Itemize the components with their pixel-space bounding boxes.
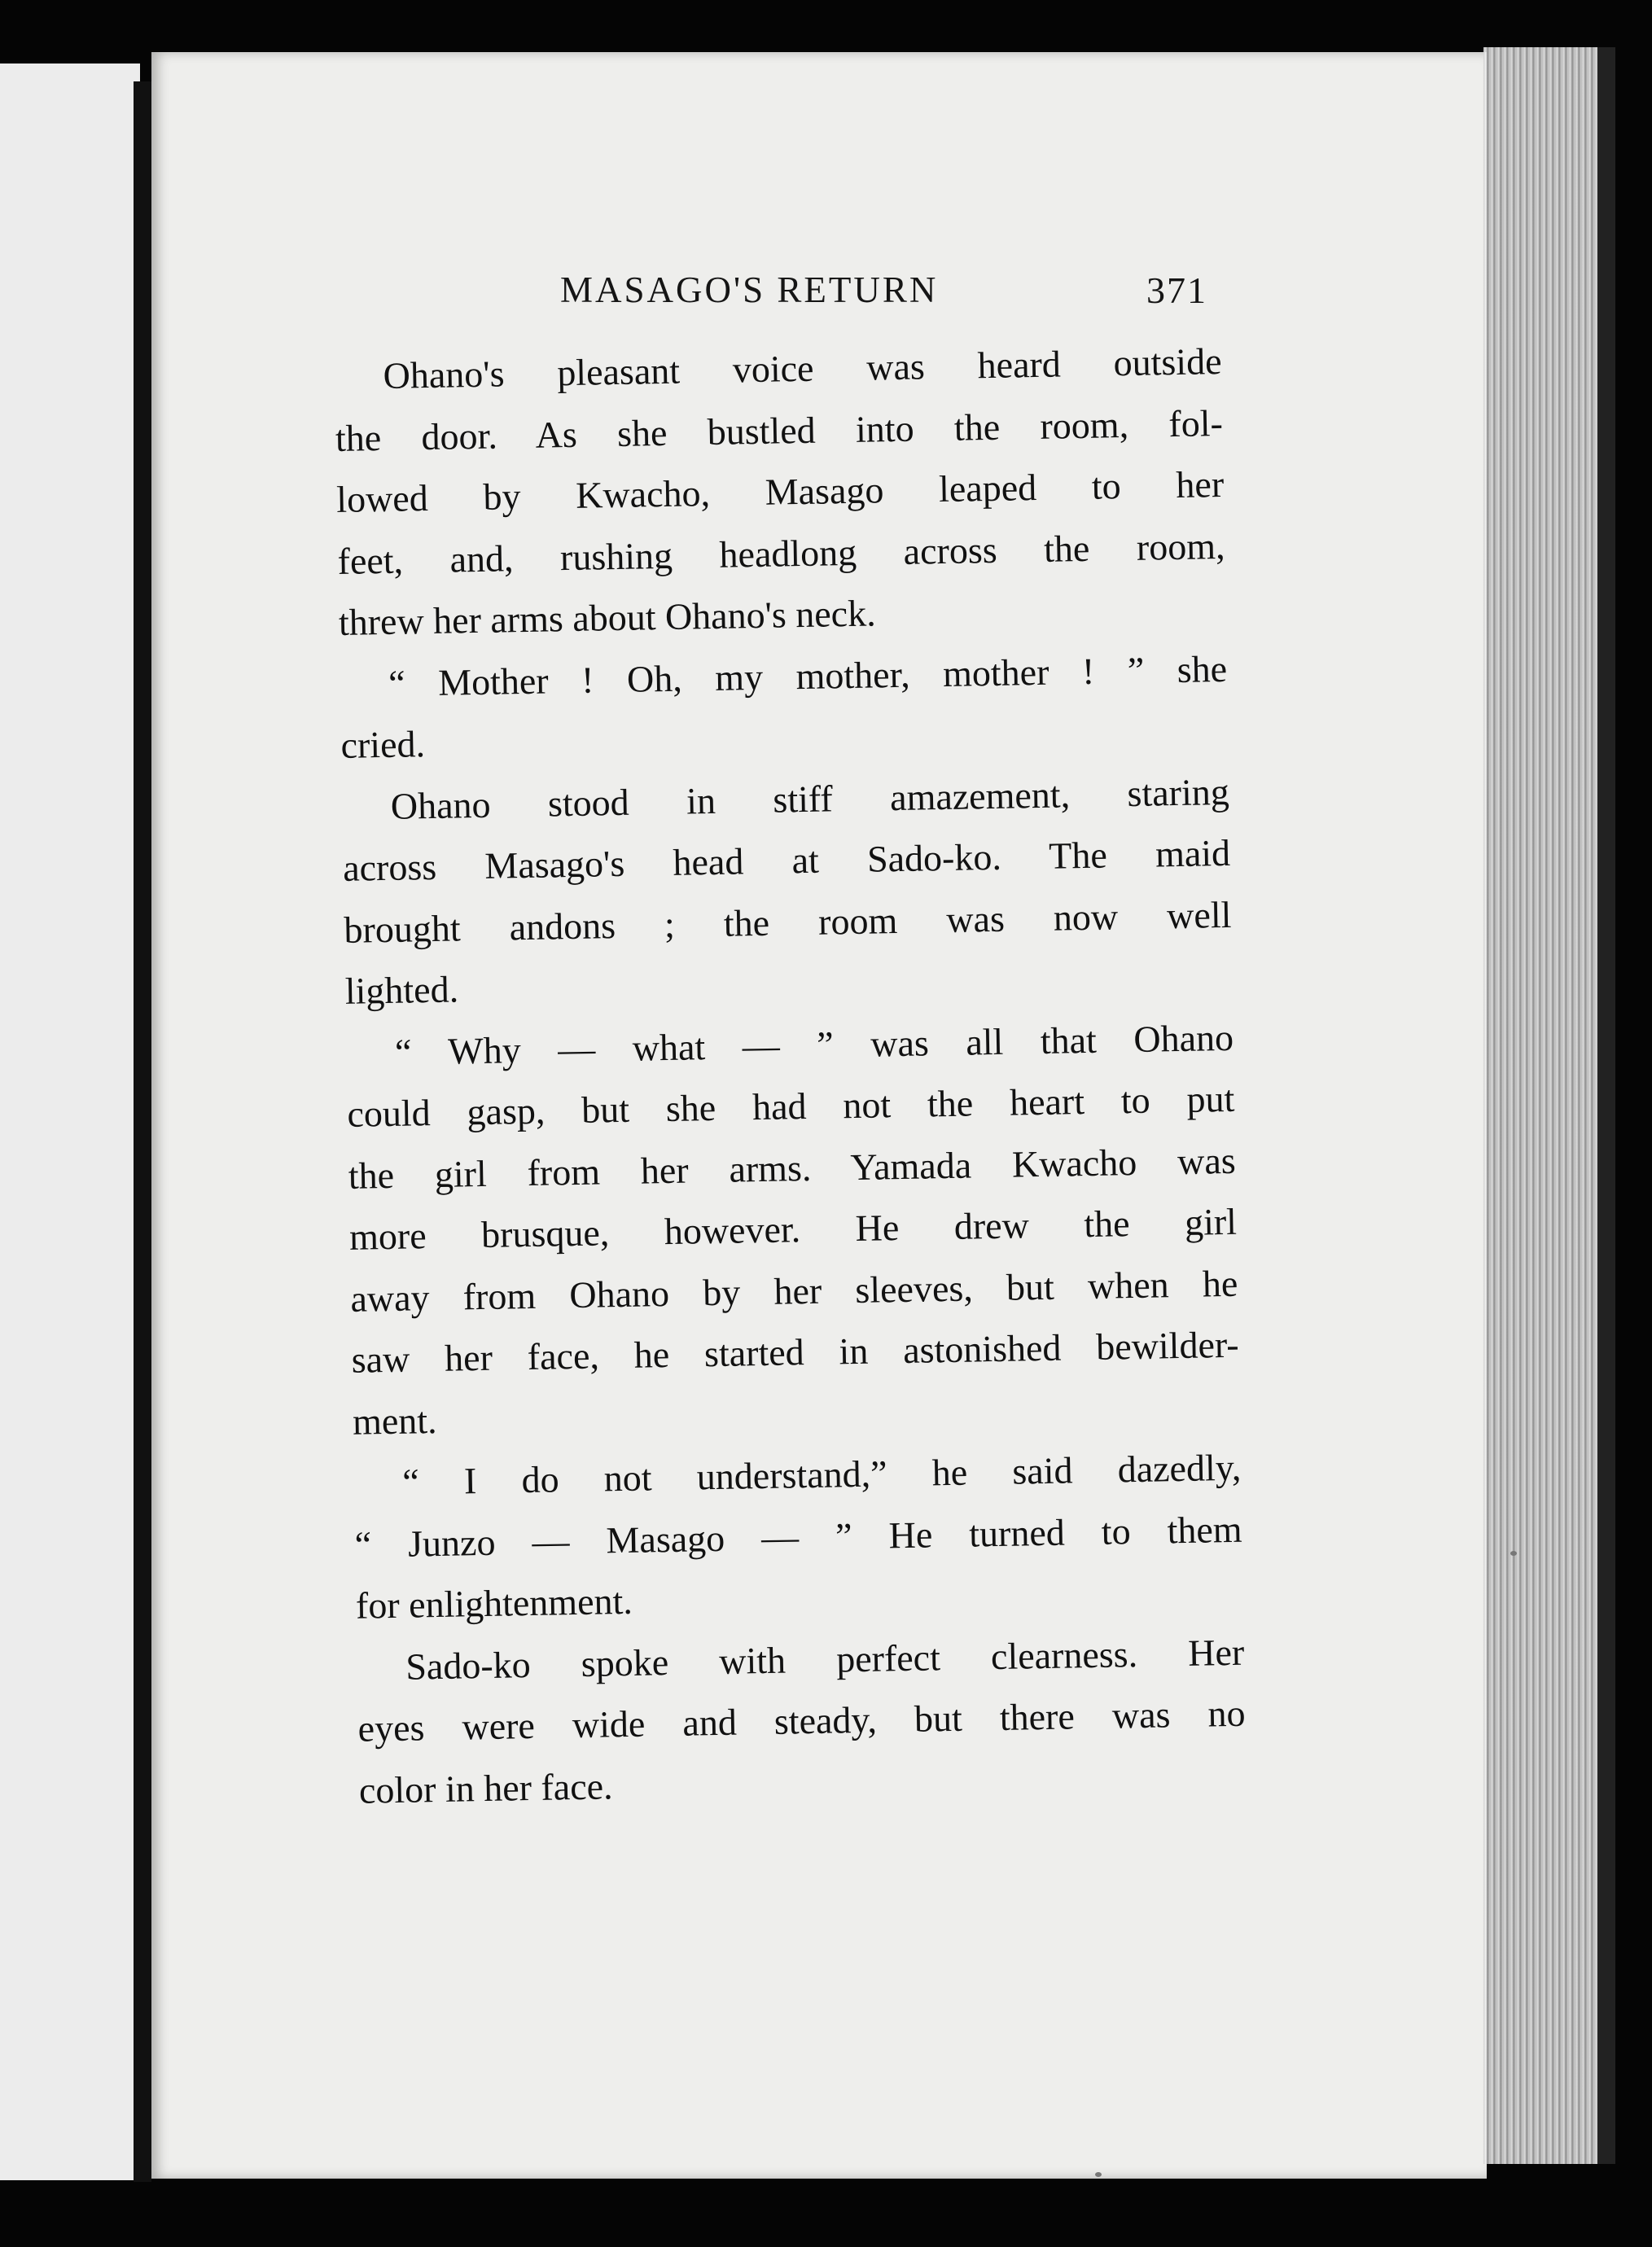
- text-line: lowed by Kwacho, Masago leaped to her: [335, 462, 1225, 520]
- text-line: “ Why — what — ” was all that Ohano: [394, 1016, 1234, 1073]
- scan-speck: [1095, 2172, 1102, 2177]
- text-line: across Masago's head at Sado-ko. The maid: [342, 831, 1231, 889]
- text-line: for enlightenment.: [355, 1579, 633, 1627]
- text-line: the door. As she bustled into the room, fol-: [335, 401, 1224, 459]
- running-head-title: MASAGO'S RETURN: [560, 269, 939, 310]
- scan-speck: [1510, 1551, 1517, 1556]
- text-line: eyes were wide and steady, but there was no: [357, 1692, 1246, 1750]
- text-line: ment.: [352, 1399, 437, 1443]
- page-number: 371: [1146, 269, 1207, 311]
- text-line: feet, and, rushing headlong across the room,: [337, 524, 1225, 582]
- body-text: [334, 330, 1273, 1876]
- text-line: “ Junzo — Masago — ” He turned to them: [354, 1508, 1242, 1566]
- text-line: Ohano stood in stiff amazement, staring: [390, 770, 1230, 827]
- text-line: color in her face.: [358, 1764, 613, 1811]
- cover-edge: [1597, 47, 1615, 2164]
- text-line: brought andons ; the room was now well: [344, 893, 1232, 951]
- book-gutter: [134, 81, 151, 2182]
- text-line: Sado-ko spoke with perfect clearness. Her: [405, 1631, 1245, 1688]
- text-line: lighted.: [344, 968, 459, 1012]
- text-line: could gasp, but she had not the heart to put: [347, 1077, 1235, 1135]
- text-line: more brusque, however. He drew the girl: [348, 1200, 1238, 1258]
- text-line: “ I do not understand,” he said dazedly,: [401, 1446, 1242, 1503]
- text-line: cried.: [340, 723, 426, 766]
- text-line: Ohano's pleasant voice was heard outside: [383, 339, 1222, 396]
- running-head: [560, 269, 1244, 334]
- left-page-edge: [0, 64, 140, 2180]
- text-line: the girl from her arms. Yamada Kwacho was: [348, 1139, 1237, 1197]
- text-line: away from Ohano by her sleeves, but when he: [349, 1262, 1238, 1320]
- page-edges: [1483, 47, 1606, 2164]
- text-line: saw her face, he started in astonished bewilder-: [351, 1323, 1240, 1381]
- text-line: “ Mother ! Oh, my mother, mother ! ” she: [388, 647, 1228, 704]
- text-line: threw her arms about Ohano's neck.: [338, 592, 877, 643]
